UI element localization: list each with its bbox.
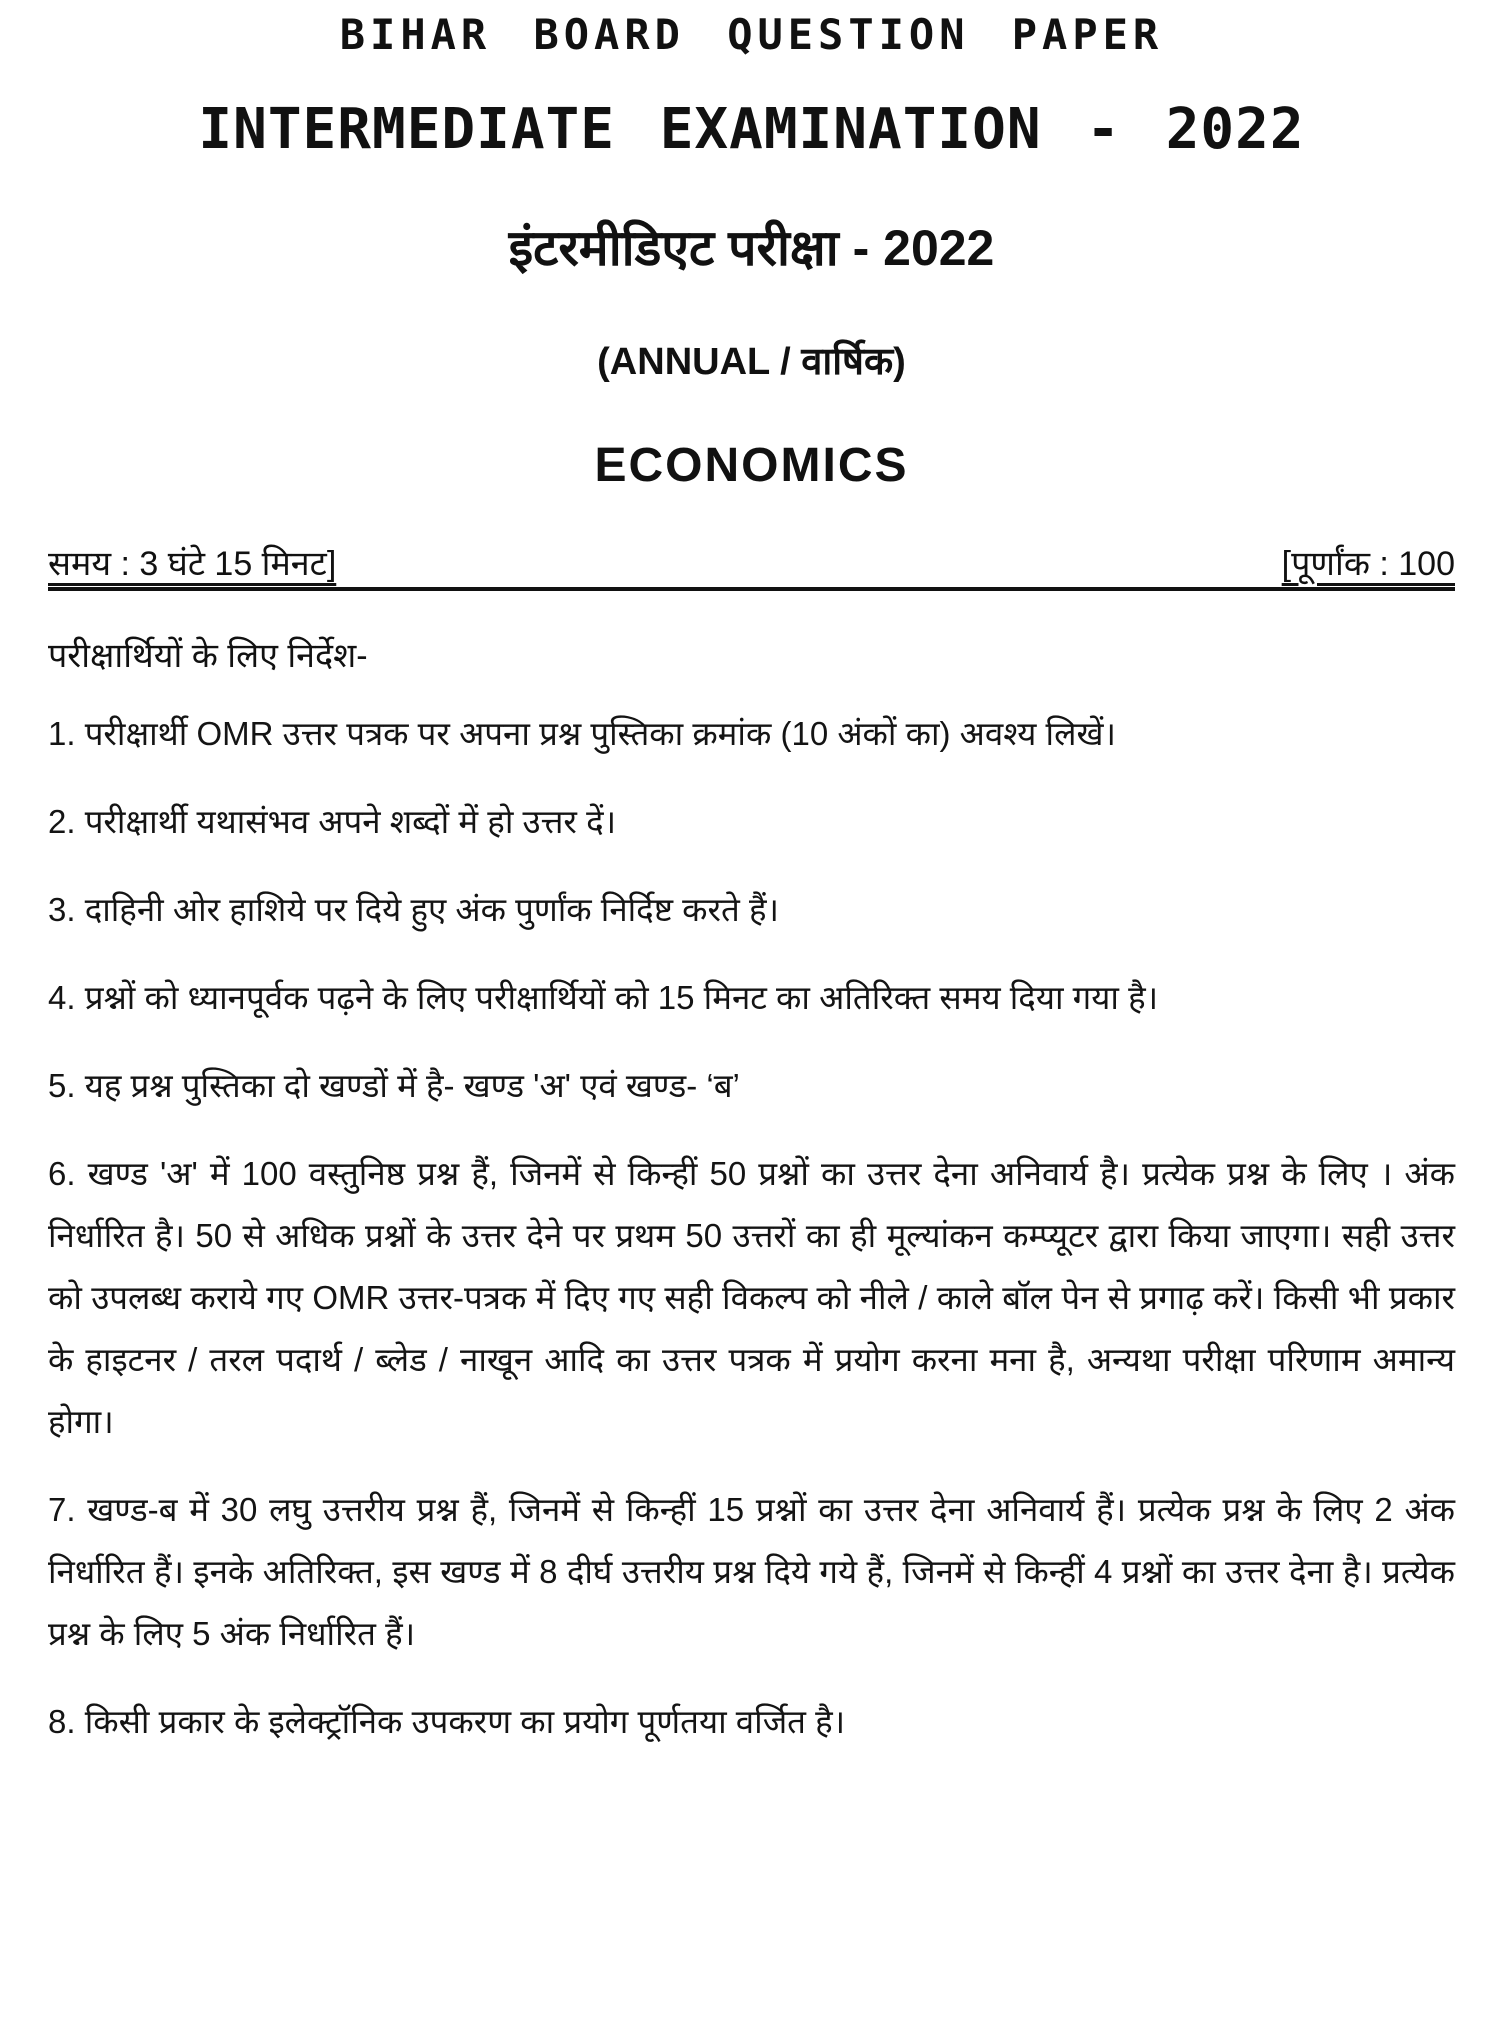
time-marks-row bbox=[48, 539, 1455, 591]
time-allowed-label: समय : 3 घंटे 15 मिनट] bbox=[48, 545, 337, 583]
instruction-item-7: 7. खण्ड-ब में 30 लघु उत्तरीय प्रश्न हैं, जिनमें से किन्हीं 15 प्रश्नों का उत्तर देना अनिवार्य हैं। प्रत्येक प्रश्न के लिए 2 अंक निर्धारित हैं। इनके अतिरिक्त, इस खण्ड में 8 दीर्घ उत्तरीय प्रश्न दिये गये हैं, जिनमें से किन्हीं 4 प्रश्नों का उत्तर देना है। प्रत्येक प्रश्न के लिए 5 अंक निर्धारित हैं। bbox=[48, 1491, 1455, 1652]
examination-title-hindi: इंटरमीडिएट परीक्षा - 2022 bbox=[508, 220, 995, 276]
annual-label: (ANNUAL / वार्षिक) bbox=[597, 341, 906, 383]
instruction-item-4: 4. प्रश्नों को ध्यानपूर्वक पढ़ने के लिए परीक्षार्थियों को 15 मिनट का अतिरिक्त समय दिया गया है। bbox=[48, 979, 1159, 1016]
full-marks-label: [पूर्णांक : 100 bbox=[1281, 545, 1455, 583]
instruction-item-6: 6. खण्ड 'अ' में 100 वस्तुनिष्ठ प्रश्न हैं, जिनमें से किन्हीं 50 प्रश्नों का उत्तर देना अनिवार्य है। प्रत्येक प्रश्न के लिए । अंक निर्धारित है। 50 से अधिक प्रश्नों के उत्तर देने पर प्रथम 50 उत्तरों का ही मूल्यांकन कम्प्यूटर द्वारा किया जाएगा। सही उत्तर को उपलब्ध कराये गए OMR उत्तर-पत्रक में दिए गए सही विकल्प को नीले / काले बॉल पेन से प्रगाढ़ करें। किसी भी प्रकार के हाइटनर / तरल पदार्थ / ब्लेड / नाखून आदि का उत्तर पत्रक में प्रयोग करना मना है, अन्यथा परीक्षा परिणाम अमान्य होगा। bbox=[48, 1155, 1455, 1440]
instruction-item-8: 8. किसी प्रकार के इलेक्ट्रॉनिक उपकरण का प्रयोग पूर्णतया वर्जित है। bbox=[48, 1703, 846, 1740]
instructions-heading: परीक्षार्थियों के लिए निर्देश- bbox=[48, 637, 368, 675]
instructions-list bbox=[48, 703, 1455, 1753]
board-title: BIHAR BOARD QUESTION PAPER bbox=[339, 10, 1164, 59]
instruction-item-2: 2. परीक्षार्थी यथासंभव अपने शब्दों में हो उत्तर दें। bbox=[48, 803, 617, 840]
subject-title: ECONOMICS bbox=[594, 439, 909, 492]
instruction-item-1: 1. परीक्षार्थी OMR उत्तर पत्रक पर अपना प्रश्न पुस्तिका क्रमांक (10 अंकों का) अवश्य लिखें। bbox=[48, 715, 1116, 752]
instruction-item-3: 3. दाहिनी ओर हाशिये पर दिये हुए अंक पुर्णांक निर्दिष्ट करते हैं। bbox=[48, 891, 779, 928]
instruction-item-5: 5. यह प्रश्न पुस्तिका दो खण्डों में है- खण्ड 'अ' एवं खण्ड- ‘ब’ bbox=[48, 1067, 740, 1104]
examination-title-english: INTERMEDIATE EXAMINATION - 2022 bbox=[198, 97, 1305, 162]
